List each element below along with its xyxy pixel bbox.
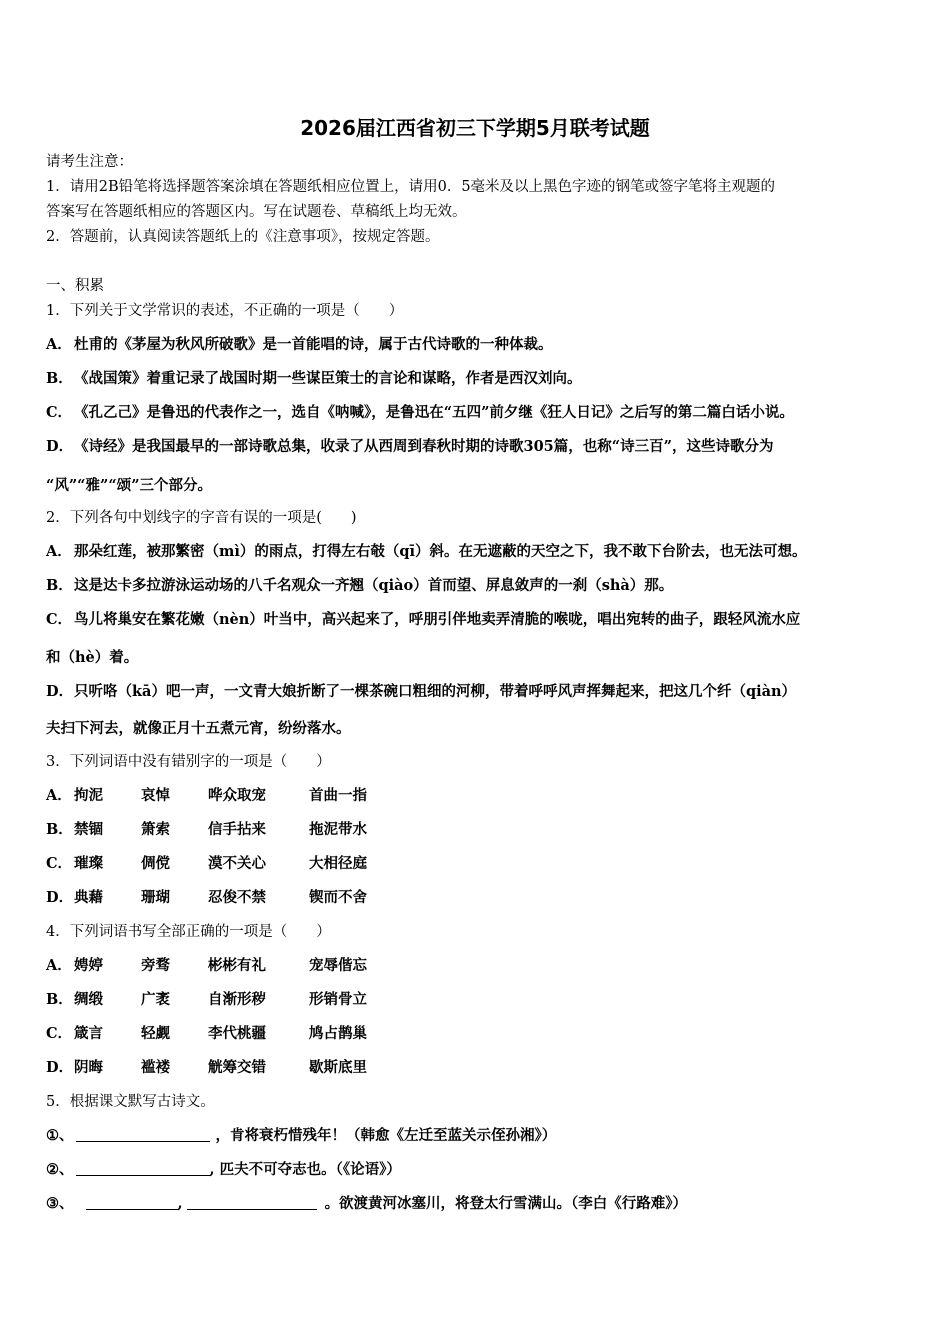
question-1-option-c: C． 《孔乙己》是鲁迅的代表作之一，选自《呐喊》，是鲁迅在“五四”前夕继《狂人日记》之后写的第二篇白话小说。 xyxy=(46,404,794,421)
recitation-line-2: ②、 , 匹夫不可夺志也。（《论语》） xyxy=(46,1161,401,1178)
question-4-option-b: B．绸缎 广袤 自渐形秽 形销骨立 xyxy=(46,991,367,1008)
question-3-stem: 3．下列词语中没有错别字的一项是（ ） xyxy=(46,754,331,770)
question-2-option-c: C． 鸟儿将巢安在繁花嫩（nèn）叶当中，高兴起来了，呼朋引伴地卖弄清脆的喉咙，唱出宛转的曲子，跟轻风流水应 xyxy=(46,611,801,628)
notice-item-1: 1．请用2B铅笔将选择题答案涂填在答题纸相应位置上，请用0．5毫米及以上黑色字迹的钢笔或签字笔将主观题的 xyxy=(46,179,776,195)
question-4-option-a: A． 娉婷 旁骛 彬彬有礼 宠辱偕忘 xyxy=(46,957,367,974)
answer-blank[interactable] xyxy=(86,1195,178,1210)
page-title: 2026届江西省初三下学期5月联考试题 xyxy=(300,116,650,140)
question-3-option-a: A． 拘泥 哀悼 哗众取宠 首曲一指 xyxy=(46,787,367,804)
answer-blank[interactable] xyxy=(76,1127,210,1142)
question-2-option-a: A． 那朵红莲，被那繁密（mì）的雨点，打得左右攲（qī）斜。在无遮蔽的天空之下，我不敢下台阶去，也无法可想。 xyxy=(46,543,807,560)
answer-blank[interactable] xyxy=(76,1161,210,1176)
question-2-option-d-cont: 夫扫下河去，就像正月十五煮元宵，纷纷落水。 xyxy=(46,720,351,737)
question-4-option-d: D．阴晦 褴褛 觥筹交错 歇斯底里 xyxy=(46,1059,367,1076)
question-2-option-b: B．这是达卡多拉游泳运动场的八千名观众一齐翘（qiào）首而望、屏息敛声的一刹（shà）那。 xyxy=(46,577,674,594)
question-4-option-c: C． 箴言 轻觑 李代桃疆 鸠占鹊巢 xyxy=(46,1025,367,1042)
question-2-option-d: D．只听咯（kā）吧一声，一文青大娘折断了一棵茶碗口粗细的河柳，带着呼呼风声挥舞起来，把这几个纤（qiàn） xyxy=(46,683,797,700)
question-1-option-d-cont: “风”“雅”“颂”三个部分。 xyxy=(46,477,213,494)
question-1-option-d: D．《诗经》是我国最早的一部诗歌总集，收录了从西周到春秋时期的诗歌305篇，也称“诗三百”，这些诗歌分为 xyxy=(46,438,774,455)
notice-item-2: 2．答题前，认真阅读答题纸上的《注意事项》，按规定答题。 xyxy=(46,229,440,245)
section-heading: 一、积累 xyxy=(46,278,104,294)
question-2-stem: 2．下列各句中划线字的字音有误的一项是( ) xyxy=(46,510,357,526)
recitation-line-3: ③、 , 。欲渡黄河冰塞川，将登太行雪满山。（李白《行路难》） xyxy=(46,1195,688,1212)
question-5-stem: 5．根据课文默写古诗文。 xyxy=(46,1094,215,1110)
question-3-option-b: B．禁锢 箫索 信手拈来 拖泥带水 xyxy=(46,821,367,838)
question-3-option-d: D．典藉 珊瑚 忍俊不禁 锲而不舍 xyxy=(46,889,367,906)
question-4-stem: 4．下列词语书写全部正确的一项是（ ） xyxy=(46,924,331,940)
answer-blank[interactable] xyxy=(187,1195,317,1210)
question-1-stem: 1．下列关于文学常识的表述，不正确的一项是（ ） xyxy=(46,303,404,319)
question-3-option-c: C． 璀璨 倜傥 漠不关心 大相径庭 xyxy=(46,855,367,872)
notice-item-1-cont: 答案写在答题纸相应的答题区内。写在试题卷、草稿纸上均无效。 xyxy=(46,204,467,220)
question-2-option-c-cont: 和（hè）着。 xyxy=(46,649,139,666)
question-1-option-b: B．《战国策》着重记录了战国时期一些谋臣策士的言论和谋略，作者是西汉刘向。 xyxy=(46,370,582,387)
recitation-line-1: ①、 ，肯将衰朽惜残年！（韩愈《左迁至蓝关示侄孙湘》） xyxy=(46,1127,557,1144)
notice-heading: 请考生注意： xyxy=(46,154,133,170)
question-1-option-a: A． 杜甫的《茅屋为秋风所破歌》是一首能唱的诗，属于古代诗歌的一种体裁。 xyxy=(46,336,553,353)
